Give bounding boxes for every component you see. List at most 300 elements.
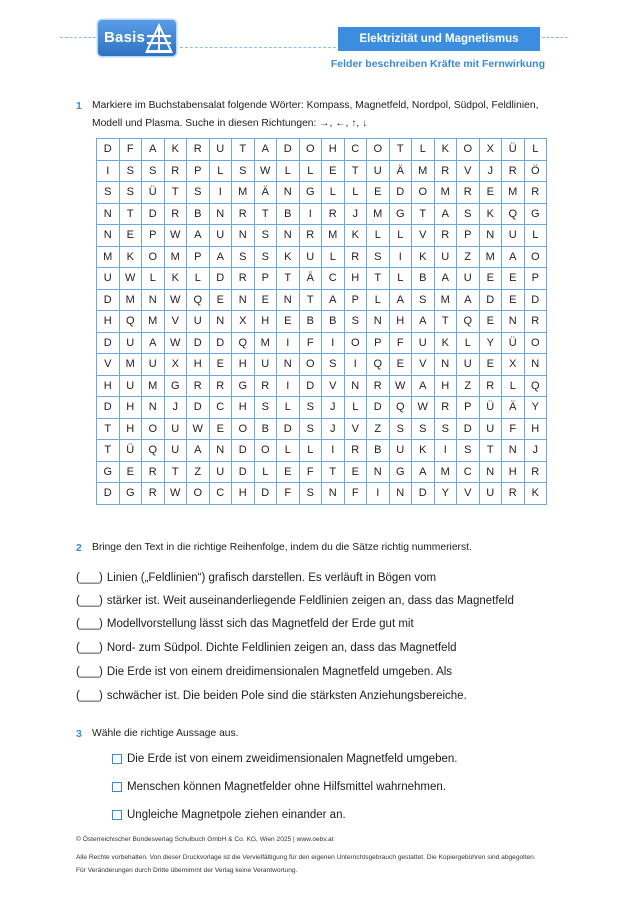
grid-letter-cell: W <box>120 268 143 290</box>
grid-letter-cell: M <box>412 161 435 183</box>
grid-letter-cell: D <box>277 139 300 161</box>
grid-letter-cell: U <box>457 268 480 290</box>
grid-letter-cell: Q <box>367 354 390 376</box>
answer-option <box>112 751 458 767</box>
grid-row <box>97 182 547 204</box>
grid-letter-cell: M <box>435 290 458 312</box>
number-blank[interactable]: (___) <box>76 572 103 584</box>
grid-letter-cell: N <box>480 225 503 247</box>
grid-letter-cell: U <box>97 268 120 290</box>
footer-rights: Alle Rechte vorbehalten. Von dieser Druckvorlage ist die Vervielfältigung für den eigenen Unterrichtsgebrauch gestattet. Die Kopiergebühren sind abgegolten. <box>76 854 536 861</box>
grid-letter-cell: P <box>187 161 210 183</box>
grid-letter-cell: M <box>120 354 143 376</box>
grid-letter-cell: I <box>97 161 120 183</box>
grid-letter-cell: G <box>525 204 548 226</box>
basis-logo <box>98 20 176 56</box>
grid-letter-cell: H <box>525 419 548 441</box>
grid-letter-cell: I <box>367 483 390 505</box>
grid-letter-cell: Ö <box>525 161 548 183</box>
grid-letter-cell: A <box>142 333 165 355</box>
task-instruction: Wähle die richtige Aussage aus. <box>92 728 239 739</box>
grid-letter-cell: O <box>525 247 548 269</box>
grid-letter-cell: T <box>300 290 323 312</box>
grid-letter-cell: A <box>187 440 210 462</box>
grid-letter-cell: I <box>300 204 323 226</box>
grid-letter-cell: R <box>525 311 548 333</box>
grid-row <box>97 354 547 376</box>
grid-letter-cell: B <box>322 311 345 333</box>
grid-letter-cell: O <box>255 440 278 462</box>
grid-letter-cell: H <box>435 376 458 398</box>
grid-letter-cell: A <box>435 204 458 226</box>
grid-letter-cell: X <box>165 354 188 376</box>
grid-letter-cell: N <box>232 290 255 312</box>
grid-letter-cell: L <box>345 397 368 419</box>
grid-letter-cell: B <box>187 204 210 226</box>
grid-letter-cell: N <box>502 311 525 333</box>
grid-letter-cell: G <box>390 462 413 484</box>
grid-letter-cell: W <box>412 397 435 419</box>
sentence-text: Die Erde ist von einem dreidimensionalen Magnetfeld umgeben. Als <box>106 666 453 678</box>
grid-row <box>97 333 547 355</box>
grid-letter-cell: T <box>97 419 120 441</box>
grid-letter-cell: S <box>120 182 143 204</box>
grid-letter-cell: A <box>210 247 233 269</box>
grid-letter-cell: E <box>480 311 503 333</box>
logo-text: Basis <box>104 29 146 46</box>
grid-letter-cell: P <box>367 333 390 355</box>
grid-letter-cell: D <box>97 139 120 161</box>
grid-letter-cell: T <box>345 161 368 183</box>
grid-row <box>97 139 547 161</box>
grid-letter-cell: T <box>165 182 188 204</box>
grid-letter-cell: G <box>300 182 323 204</box>
grid-letter-cell: Q <box>525 376 548 398</box>
grid-letter-cell: K <box>480 204 503 226</box>
grid-letter-cell: V <box>412 225 435 247</box>
grid-letter-cell: S <box>187 182 210 204</box>
grid-letter-cell: F <box>277 483 300 505</box>
grid-letter-cell: R <box>345 440 368 462</box>
grid-letter-cell: E <box>120 225 143 247</box>
grid-letter-cell: E <box>210 354 233 376</box>
grid-letter-cell: T <box>165 462 188 484</box>
header-dashed-line-right <box>542 37 568 38</box>
grid-letter-cell: S <box>457 440 480 462</box>
word-search-grid <box>96 138 547 505</box>
grid-letter-cell: X <box>232 311 255 333</box>
grid-letter-cell: S <box>97 182 120 204</box>
grid-letter-cell: D <box>255 483 278 505</box>
grid-letter-cell: J <box>165 397 188 419</box>
grid-letter-cell: O <box>525 333 548 355</box>
grid-letter-cell: U <box>120 376 143 398</box>
topic-banner: Elektrizität und Magnetismus <box>338 27 540 51</box>
grid-letter-cell: M <box>232 182 255 204</box>
grid-letter-cell: A <box>322 290 345 312</box>
grid-row <box>97 204 547 226</box>
grid-letter-cell: L <box>255 462 278 484</box>
grid-letter-cell: L <box>277 440 300 462</box>
header-dashed-line-left <box>60 37 96 38</box>
grid-letter-cell: D <box>390 182 413 204</box>
grid-letter-cell: J <box>322 419 345 441</box>
grid-letter-cell: S <box>345 311 368 333</box>
grid-letter-cell: S <box>322 354 345 376</box>
grid-letter-cell: N <box>210 204 233 226</box>
grid-letter-cell: R <box>165 204 188 226</box>
grid-letter-cell: K <box>412 247 435 269</box>
grid-letter-cell: B <box>277 204 300 226</box>
task-number: 3 <box>76 728 82 740</box>
grid-letter-cell: M <box>97 247 120 269</box>
grid-letter-cell: R <box>300 225 323 247</box>
grid-letter-cell: N <box>480 462 503 484</box>
grid-letter-cell: L <box>525 225 548 247</box>
grid-letter-cell: T <box>255 204 278 226</box>
grid-row <box>97 397 547 419</box>
grid-letter-cell: N <box>97 204 120 226</box>
grid-letter-cell: D <box>210 333 233 355</box>
grid-letter-cell: Ü <box>480 397 503 419</box>
grid-letter-cell: I <box>277 376 300 398</box>
answer-option <box>112 779 446 795</box>
grid-row <box>97 483 547 505</box>
grid-letter-cell: L <box>502 376 525 398</box>
grid-letter-cell: S <box>255 225 278 247</box>
grid-letter-cell: Ü <box>142 182 165 204</box>
grid-letter-cell: E <box>480 182 503 204</box>
grid-letter-cell: T <box>97 440 120 462</box>
grid-letter-cell: Z <box>367 419 390 441</box>
grid-letter-cell: D <box>97 483 120 505</box>
grid-letter-cell: V <box>457 161 480 183</box>
grid-letter-cell: P <box>142 225 165 247</box>
grid-letter-cell: N <box>142 397 165 419</box>
grid-letter-cell: R <box>232 268 255 290</box>
grid-letter-cell: U <box>367 161 390 183</box>
grid-letter-cell: H <box>120 419 143 441</box>
grid-letter-cell: L <box>367 225 390 247</box>
grid-letter-cell: Y <box>525 397 548 419</box>
grid-letter-cell: M <box>435 182 458 204</box>
grid-letter-cell: U <box>210 225 233 247</box>
grid-letter-cell: E <box>345 462 368 484</box>
answer-option-text: Menschen können Magnetfelder ohne Hilfsmittel wahrnehmen. <box>127 781 446 793</box>
grid-letter-cell: B <box>412 268 435 290</box>
grid-letter-cell: I <box>435 440 458 462</box>
grid-letter-cell: R <box>367 376 390 398</box>
grid-letter-cell: U <box>255 354 278 376</box>
grid-letter-cell: M <box>322 225 345 247</box>
grid-letter-cell: I <box>322 440 345 462</box>
grid-letter-cell: W <box>165 483 188 505</box>
grid-letter-cell: K <box>277 247 300 269</box>
grid-letter-cell: U <box>435 247 458 269</box>
sentence-text: schwächer ist. Die beiden Pole sind die stärksten Anziehungsbereiche. <box>106 690 467 702</box>
grid-letter-cell: W <box>165 225 188 247</box>
grid-row <box>97 419 547 441</box>
grid-letter-cell: K <box>525 483 548 505</box>
grid-letter-cell: E <box>277 462 300 484</box>
grid-letter-cell: T <box>367 268 390 290</box>
grid-letter-cell: R <box>345 247 368 269</box>
grid-letter-cell: T <box>435 311 458 333</box>
footer-copyright: © Österreichischer Bundesverlag Schulbuch GmbH & Co. KG, Wien 2025 | www.oebv.at <box>76 836 334 843</box>
grid-letter-cell: N <box>210 440 233 462</box>
grid-row <box>97 268 547 290</box>
grid-letter-cell: T <box>120 204 143 226</box>
grid-letter-cell: C <box>322 268 345 290</box>
grid-letter-cell: E <box>480 354 503 376</box>
grid-letter-cell: D <box>187 333 210 355</box>
grid-letter-cell: V <box>97 354 120 376</box>
grid-letter-cell: H <box>232 397 255 419</box>
answer-checkbox[interactable] <box>112 754 122 764</box>
grid-letter-cell: U <box>480 419 503 441</box>
grid-letter-cell: F <box>345 483 368 505</box>
grid-letter-cell: L <box>457 333 480 355</box>
grid-letter-cell: X <box>502 354 525 376</box>
grid-letter-cell: D <box>97 397 120 419</box>
answer-option <box>112 807 346 823</box>
grid-letter-cell: R <box>232 204 255 226</box>
grid-letter-cell: E <box>255 290 278 312</box>
grid-letter-cell: J <box>480 161 503 183</box>
grid-letter-cell: H <box>97 311 120 333</box>
grid-letter-cell: E <box>390 354 413 376</box>
sentence-text: Modellvorstellung lässt sich das Magnetfeld der Erde gut mit <box>106 618 414 630</box>
grid-letter-cell: R <box>435 161 458 183</box>
grid-letter-cell: L <box>210 161 233 183</box>
grid-letter-cell: D <box>187 397 210 419</box>
grid-letter-cell: M <box>435 462 458 484</box>
grid-letter-cell: K <box>345 225 368 247</box>
grid-letter-cell: N <box>277 225 300 247</box>
grid-letter-cell: H <box>345 268 368 290</box>
grid-letter-cell: N <box>97 225 120 247</box>
grid-letter-cell: M <box>142 311 165 333</box>
answer-checkbox[interactable] <box>112 782 122 792</box>
answer-checkbox[interactable] <box>112 810 122 820</box>
grid-letter-cell: F <box>390 333 413 355</box>
sentence-text: Linien („Feldlinien“) grafisch darstellen. Es verläuft in Bögen vom <box>106 572 437 584</box>
grid-letter-cell: D <box>367 397 390 419</box>
grid-letter-cell: S <box>300 397 323 419</box>
grid-letter-cell: U <box>165 419 188 441</box>
grid-letter-cell: B <box>300 311 323 333</box>
grid-letter-cell: Y <box>435 483 458 505</box>
grid-letter-cell: G <box>165 376 188 398</box>
grid-letter-cell: Q <box>457 311 480 333</box>
sentence-item <box>76 664 452 680</box>
grid-letter-cell: K <box>120 247 143 269</box>
grid-letter-cell: N <box>502 440 525 462</box>
grid-letter-cell: R <box>435 225 458 247</box>
grid-letter-cell: S <box>390 419 413 441</box>
grid-letter-cell: D <box>232 462 255 484</box>
grid-letter-cell: D <box>142 204 165 226</box>
grid-letter-cell: A <box>412 376 435 398</box>
grid-row <box>97 462 547 484</box>
grid-letter-cell: A <box>255 139 278 161</box>
grid-letter-cell: H <box>232 483 255 505</box>
answer-option-text: Ungleiche Magnetpole ziehen einander an. <box>127 809 346 821</box>
number-blank[interactable]: (___) <box>76 595 103 607</box>
number-blank[interactable]: (___) <box>76 642 103 654</box>
grid-letter-cell: O <box>345 333 368 355</box>
grid-letter-cell: O <box>300 354 323 376</box>
grid-letter-cell: U <box>187 311 210 333</box>
grid-letter-cell: R <box>502 483 525 505</box>
grid-letter-cell: G <box>120 483 143 505</box>
sentence-item <box>76 688 467 704</box>
task-instruction-line: Modell und Plasma. Suche in diesen Richtungen: →, ←, ↑, ↓ <box>92 118 368 129</box>
grid-letter-cell: S <box>232 247 255 269</box>
header-dashed-line-middle <box>180 47 336 48</box>
grid-letter-cell: R <box>187 376 210 398</box>
grid-letter-cell: J <box>322 397 345 419</box>
grid-letter-cell: R <box>435 397 458 419</box>
grid-letter-cell: S <box>120 161 143 183</box>
grid-row <box>97 311 547 333</box>
grid-letter-cell: E <box>480 268 503 290</box>
grid-letter-cell: H <box>502 462 525 484</box>
grid-row <box>97 440 547 462</box>
grid-letter-cell: H <box>97 376 120 398</box>
grid-letter-cell: K <box>435 139 458 161</box>
grid-letter-cell: U <box>480 483 503 505</box>
grid-letter-cell: I <box>345 354 368 376</box>
grid-letter-cell: O <box>300 139 323 161</box>
grid-letter-cell: G <box>390 204 413 226</box>
grid-letter-cell: J <box>345 204 368 226</box>
grid-letter-cell: R <box>525 182 548 204</box>
grid-letter-cell: S <box>142 161 165 183</box>
grid-letter-cell: L <box>300 161 323 183</box>
grid-letter-cell: G <box>232 376 255 398</box>
grid-letter-cell: H <box>322 139 345 161</box>
grid-letter-cell: L <box>322 182 345 204</box>
grid-letter-cell: O <box>412 182 435 204</box>
grid-letter-cell: P <box>187 247 210 269</box>
grid-letter-cell: C <box>210 483 233 505</box>
grid-letter-cell: T <box>412 204 435 226</box>
grid-letter-cell: K <box>412 440 435 462</box>
grid-letter-cell: T <box>480 440 503 462</box>
number-blank[interactable]: (___) <box>76 690 103 702</box>
grid-letter-cell: U <box>210 462 233 484</box>
grid-letter-cell: H <box>187 354 210 376</box>
grid-letter-cell: R <box>502 161 525 183</box>
sentence-item <box>76 640 457 656</box>
grid-letter-cell: O <box>142 419 165 441</box>
page-subtitle: Felder beschreiben Kräfte mit Fernwirkung <box>330 58 545 70</box>
grid-letter-cell: N <box>277 290 300 312</box>
number-blank[interactable]: (___) <box>76 618 103 630</box>
grid-letter-cell: P <box>457 397 480 419</box>
grid-letter-cell: U <box>210 139 233 161</box>
grid-letter-cell: W <box>165 290 188 312</box>
grid-letter-cell: U <box>457 354 480 376</box>
grid-letter-cell: M <box>367 204 390 226</box>
grid-letter-cell: O <box>367 139 390 161</box>
grid-letter-cell: P <box>525 268 548 290</box>
grid-letter-cell: I <box>390 247 413 269</box>
grid-letter-cell: N <box>277 354 300 376</box>
grid-letter-cell: R <box>142 462 165 484</box>
grid-letter-cell: A <box>412 462 435 484</box>
grid-letter-cell: Ä <box>502 397 525 419</box>
grid-letter-cell: C <box>210 397 233 419</box>
grid-letter-cell: U <box>120 333 143 355</box>
grid-letter-cell: Q <box>390 397 413 419</box>
grid-letter-cell: N <box>322 483 345 505</box>
grid-letter-cell: A <box>412 311 435 333</box>
grid-letter-cell: E <box>210 419 233 441</box>
grid-letter-cell: I <box>322 333 345 355</box>
grid-letter-cell: U <box>502 225 525 247</box>
grid-letter-cell: D <box>277 419 300 441</box>
grid-letter-cell: O <box>187 483 210 505</box>
grid-row <box>97 376 547 398</box>
grid-letter-cell: H <box>232 354 255 376</box>
grid-letter-cell: K <box>435 333 458 355</box>
grid-letter-cell: U <box>142 354 165 376</box>
grid-letter-cell: P <box>345 290 368 312</box>
grid-letter-cell: U <box>390 440 413 462</box>
grid-letter-cell: N <box>277 182 300 204</box>
grid-letter-cell: F <box>300 462 323 484</box>
grid-letter-cell: L <box>142 268 165 290</box>
grid-letter-cell: M <box>142 376 165 398</box>
grid-letter-cell: V <box>457 483 480 505</box>
grid-letter-cell: S <box>367 247 390 269</box>
grid-letter-cell: E <box>120 462 143 484</box>
grid-letter-cell: N <box>142 290 165 312</box>
grid-letter-cell: U <box>300 247 323 269</box>
grid-letter-cell: T <box>322 462 345 484</box>
grid-letter-cell: L <box>300 440 323 462</box>
grid-letter-cell: Q <box>142 440 165 462</box>
grid-letter-cell: D <box>97 290 120 312</box>
grid-letter-cell: N <box>525 354 548 376</box>
grid-letter-cell: U <box>165 440 188 462</box>
grid-letter-cell: H <box>255 311 278 333</box>
grid-letter-cell: E <box>322 161 345 183</box>
grid-letter-cell: Q <box>120 311 143 333</box>
grid-letter-cell: W <box>187 419 210 441</box>
pyramid-icon <box>144 22 174 54</box>
number-blank[interactable]: (___) <box>76 666 103 678</box>
grid-letter-cell: M <box>255 333 278 355</box>
grid-letter-cell: L <box>187 268 210 290</box>
grid-letter-cell: W <box>165 333 188 355</box>
grid-row <box>97 161 547 183</box>
grid-letter-cell: M <box>165 247 188 269</box>
grid-letter-cell: K <box>165 139 188 161</box>
grid-letter-cell: D <box>480 290 503 312</box>
grid-letter-cell: V <box>345 419 368 441</box>
grid-letter-cell: Ü <box>502 139 525 161</box>
footer-disclaimer: Für Veränderungen durch Dritte übernimmt der Verlag keine Verantwortung. <box>76 867 298 874</box>
grid-letter-cell: K <box>165 268 188 290</box>
task-instruction: Bringe den Text in die richtige Reihenfolge, indem du die Sätze richtig nummerierst. <box>92 542 472 553</box>
grid-letter-cell: R <box>525 462 548 484</box>
grid-letter-cell: N <box>345 376 368 398</box>
grid-letter-cell: L <box>525 139 548 161</box>
grid-letter-cell: F <box>120 139 143 161</box>
